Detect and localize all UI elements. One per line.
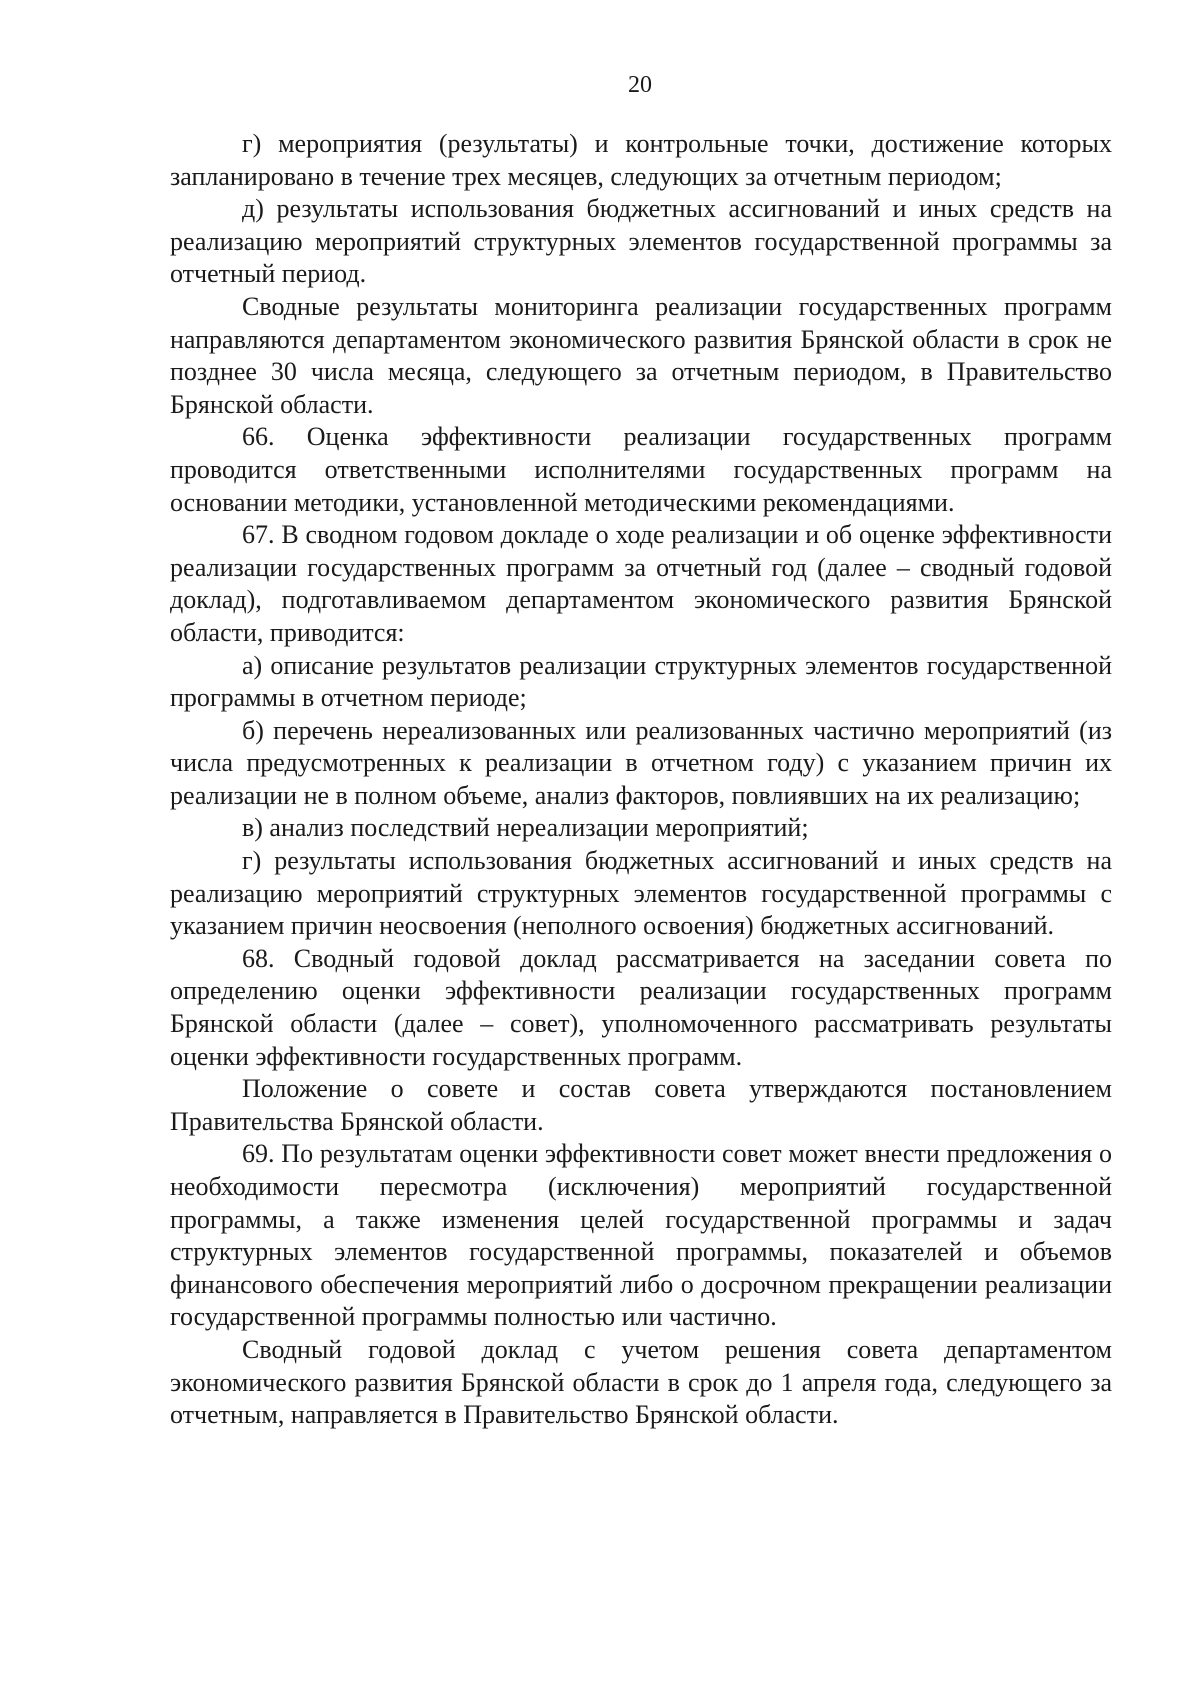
paragraph-council-regulation: Положение о совете и состав совета утверждаются постановлением Правительства Брянской области.: [170, 1074, 1112, 1136]
paragraph-67: 67. В сводном годовом докладе о ходе реализации и об оценке эффективности реализации государственных программ за отчетный год (далее – сводный годовой доклад), подготавливаемом департаментом экономического развития Брянской области, приводится:: [170, 520, 1112, 647]
paragraph-68: 68. Сводный годовой доклад рассматривается на заседании совета по определению оценки эффективности реализации государственных программ Брянской области (далее – совет), уполномоченного рассматривать результаты оценки эффективности государственных программ.: [170, 943, 1112, 1071]
page-number: 20: [628, 72, 652, 98]
document-body: [170, 128, 1112, 1432]
paragraph-item-g-monitoring: г) мероприятия (результаты) и контрольные точки, достижение которых запланировано в течение трех месяцев, следующих за отчетным периодом;: [170, 129, 1112, 191]
paragraph-monitoring-results: Сводные результаты мониторинга реализации государственных программ направляются департаментом экономического развития Брянской области в срок не позднее 30 числа месяца, следующего за отчетным периодом, в Правительство Брянской области.: [170, 291, 1112, 419]
paragraph-item-a: а) описание результатов реализации структурных элементов государственной программы в отчетном периоде;: [170, 650, 1112, 713]
paragraph-item-v: в) анализ последствий нереализации мероприятий;: [242, 813, 809, 843]
paragraph-66: 66. Оценка эффективности реализации государственных программ проводится ответственными исполнителями государственных программ на основании методики, установленной методическими рекомендациями.: [170, 422, 1112, 517]
paragraph-annual-report-submission: Сводный годовой доклад с учетом решения совета департаментом экономического развития Брянской области в срок до 1 апреля года, следующего за отчетным, направляется в Правительство Брянской области.: [170, 1334, 1112, 1430]
paragraph-69: 69. По результатам оценки эффективности совет может внести предложения о необходимости пересмотра (исключения) мероприятий государственной программы, а также изменения целей государственной программы и задач структурных элементов государственной программы, показателей и объемов финансового обеспечения мероприятий либо о досрочном прекращении реализации государственной программы полностью или частично.: [170, 1139, 1112, 1332]
paragraph-item-g-report: г) результаты использования бюджетных ассигнований и иных средств на реализацию мероприятий структурных элементов государственной программы с указанием причин неосвоения (неполного освоения) бюджетных ассигнований.: [170, 846, 1112, 941]
paragraph-item-b: б) перечень нереализованных или реализованных частично мероприятий (из числа предусмотренных к реализации в отчетном году) с указанием причин их реализации не в полном объеме, анализ факторов, повлиявших на их реализацию;: [170, 715, 1112, 810]
paragraph-item-d-monitoring: д) результаты использования бюджетных ассигнований и иных средств на реализацию мероприятий структурных элементов государственной программы за отчетный период.: [170, 194, 1112, 289]
